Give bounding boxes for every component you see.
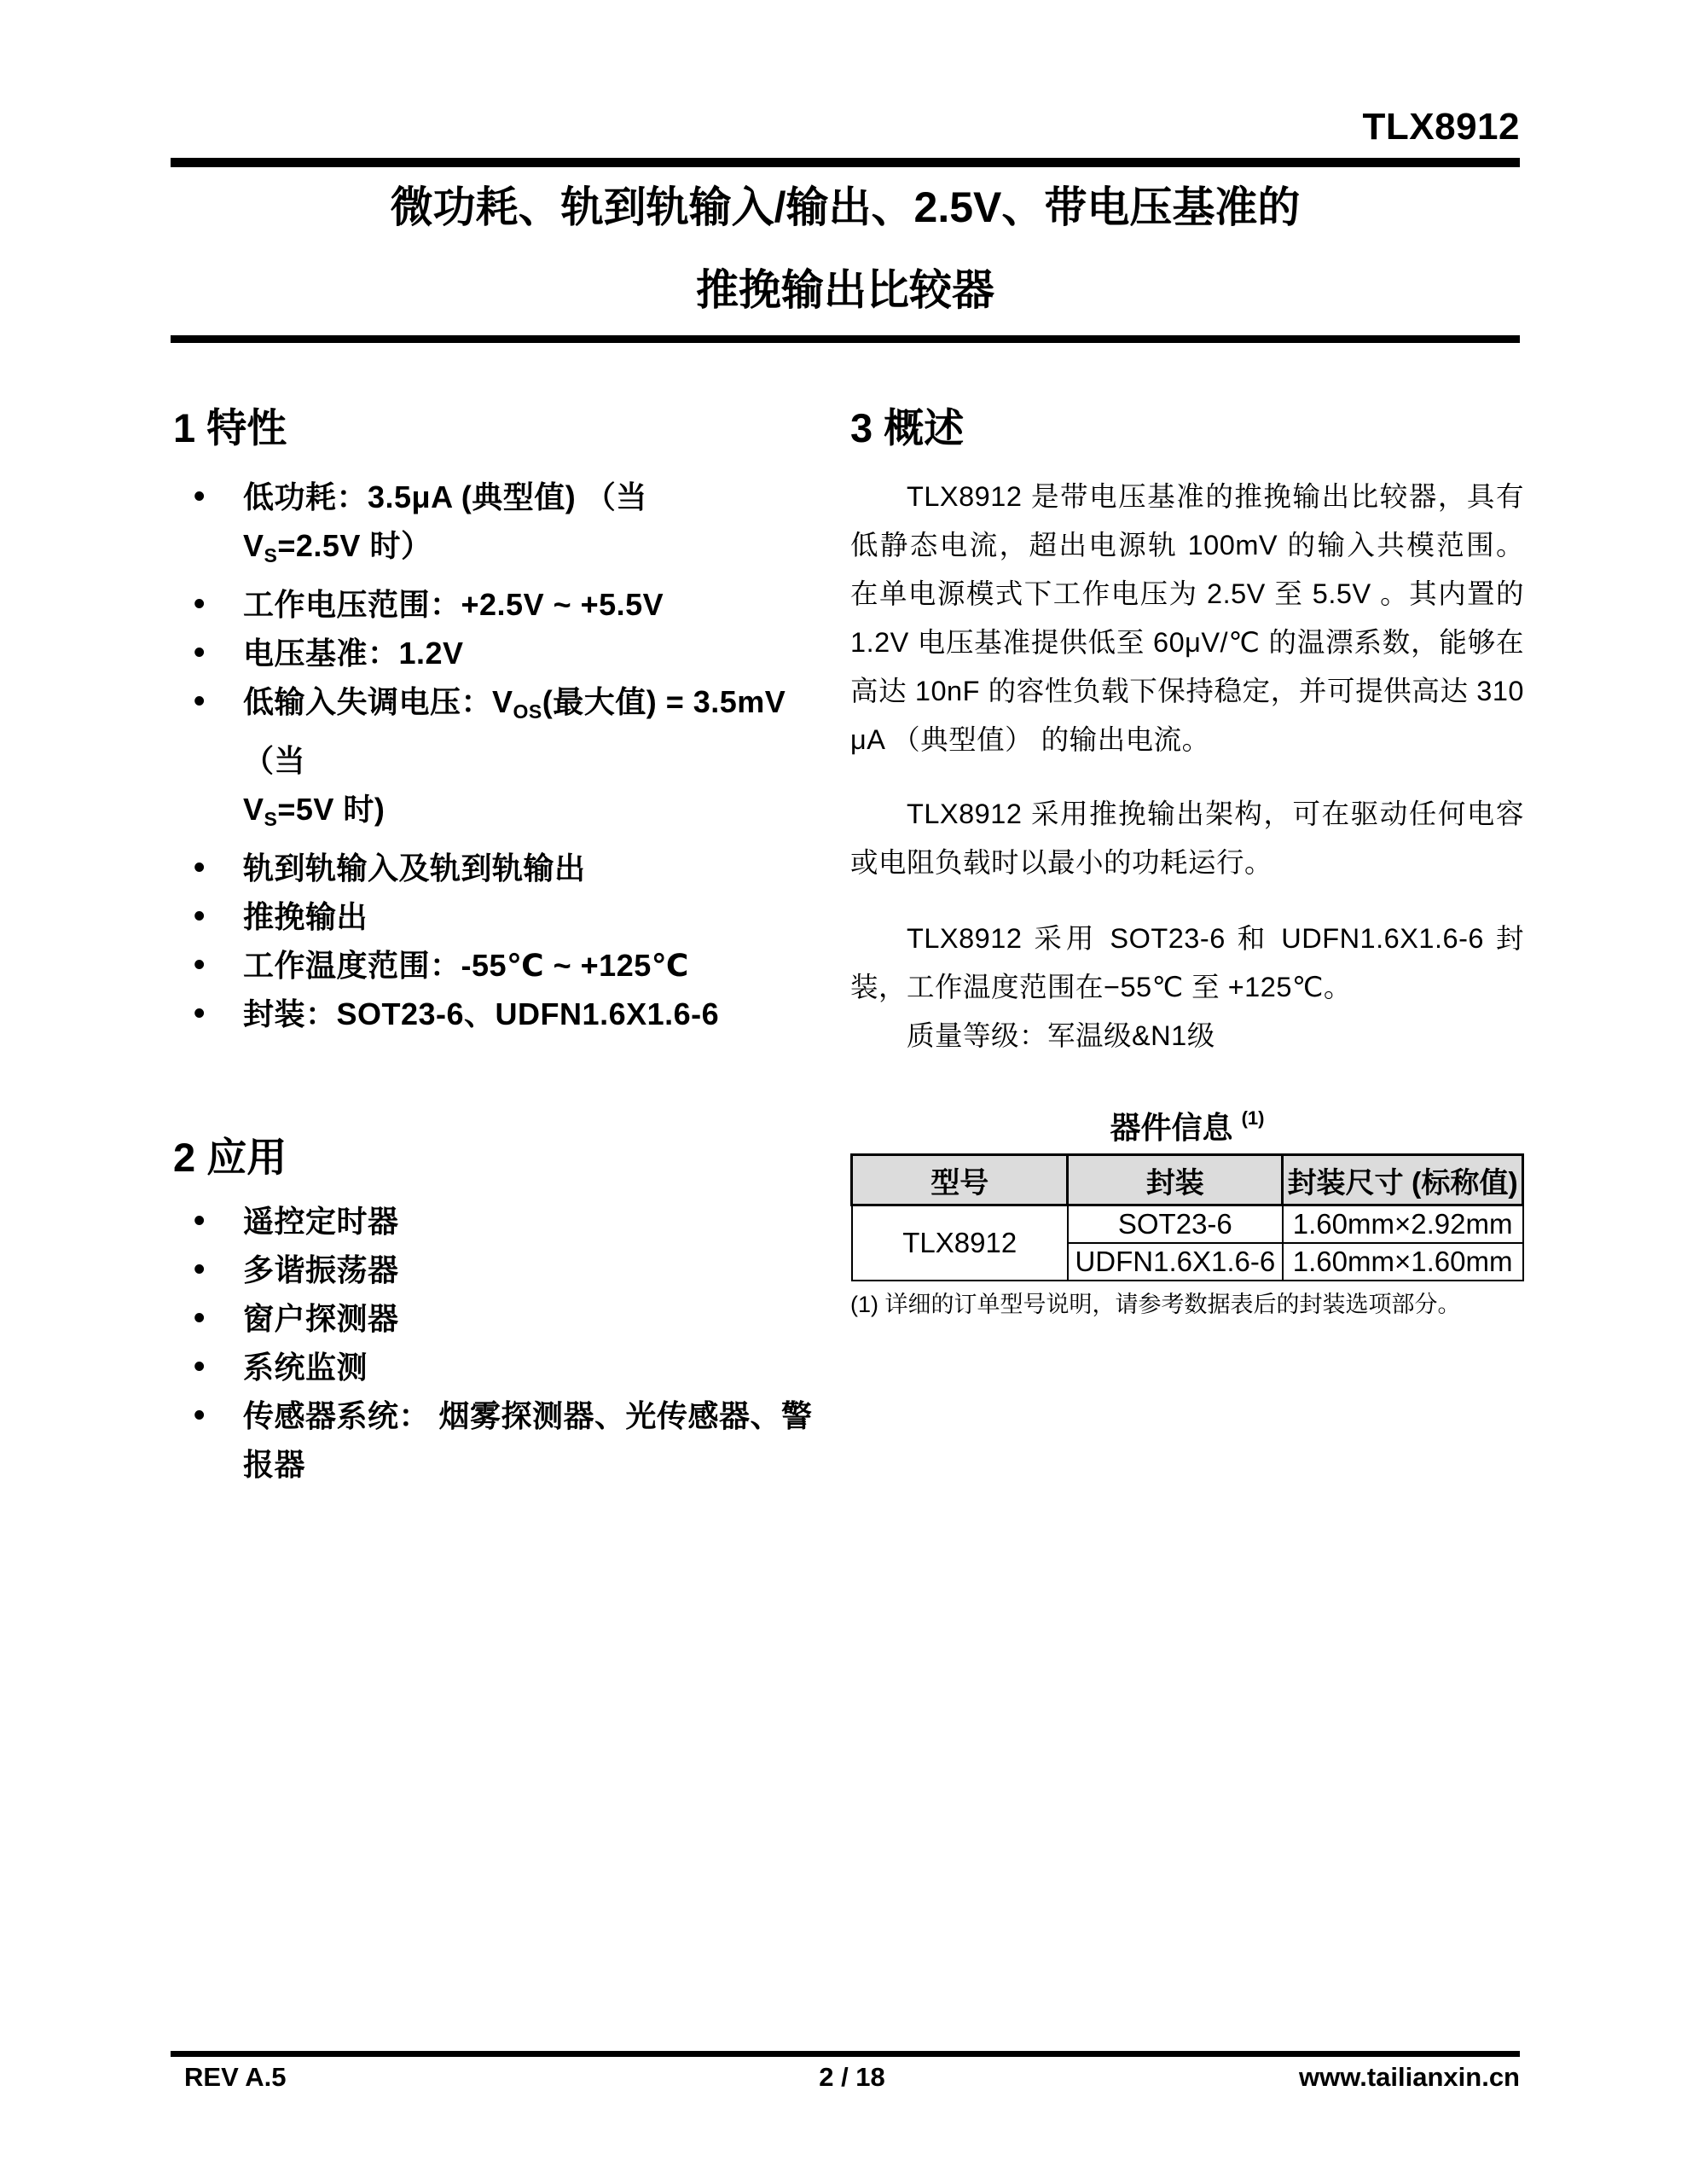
- feature-item-offset: • 低输入失调电压：$V_{OS}$(最大值) = 3.5mV （当 $V_S=5V$ 时): [173, 677, 840, 844]
- device-info-table: [850, 1153, 1524, 1281]
- subscript: OS: [513, 700, 542, 723]
- table-row: [852, 1205, 1523, 1244]
- column-header-package: 封装: [1068, 1155, 1283, 1205]
- features-list: [173, 473, 840, 1038]
- application-item: • 遥控定时器: [173, 1197, 840, 1246]
- overview-quality-grade: 质量等级：军温级&N1级: [907, 1020, 1215, 1051]
- subscript: S: [264, 808, 278, 830]
- application-item: • 传感器系统： 烟雾探测器、光传感器、警报器: [173, 1391, 840, 1489]
- feature-item-rail-to-rail: • 轨到轨输入及轨到轨输出: [173, 844, 840, 892]
- device-info-section: [850, 1100, 1524, 1319]
- footer-revision: REV A.5: [184, 2062, 287, 2092]
- doc-number: TLX8912: [1362, 106, 1520, 148]
- doc-title-line-2: 推挽输出比较器: [696, 266, 994, 314]
- feature-item-supply-range: • 工作电压范围：+2.5V ~ +5.5V: [173, 580, 840, 629]
- feature-item-packages: • 封装：SOT23-6、UDFN1.6X1.6-6: [173, 990, 840, 1038]
- application-item: • 窗户探测器: [173, 1294, 840, 1343]
- header-rule: [171, 158, 1520, 167]
- feature-item-low-power: • 低功耗：3.5μA (典型值) （当 $V_S=2.5V$ 时）: [173, 473, 840, 580]
- left-column: [173, 407, 840, 1489]
- cell-size-sot: 1.60mm×2.92mm: [1283, 1205, 1523, 1244]
- doc-title: [171, 181, 1520, 317]
- subscript: S: [264, 544, 278, 566]
- feature-item-vref: • 电压基准：1.2V: [173, 629, 840, 677]
- feature-item-temp-range: • 工作温度范围：-55℃ ~ +125℃: [173, 941, 840, 990]
- doc-title-line-1: 微功耗、轨到轨输入/输出、2.5V、带电压基准的: [390, 183, 1301, 231]
- section-heading-features: 1 特性: [173, 405, 287, 450]
- right-column: [850, 407, 1524, 1319]
- cell-size-udfn: 1.60mm×1.60mm: [1283, 1243, 1523, 1281]
- table-header-row: [852, 1155, 1523, 1205]
- footnote-marker: (1): [1241, 1107, 1265, 1129]
- applications-list: [173, 1197, 840, 1489]
- feature-item-push-pull: • 推挽输出: [173, 892, 840, 941]
- cell-part-number: TLX8912: [852, 1205, 1068, 1281]
- footer-website-link[interactable]: www.tailianxin.cn: [1299, 2062, 1520, 2092]
- cell-package-udfn: UDFN1.6X1.6-6: [1068, 1243, 1283, 1281]
- footer: [171, 2061, 1520, 2094]
- overview-paragraph-3: TLX8912 采用 SOT23-6 和 UDFN1.6X1.6-6 封装，工作温度范围在−55℃ 至 +125℃。: [850, 923, 1524, 1002]
- overview-paragraph-1: TLX8912 是带电压基准的推挽输出比较器，具有低静态电流，超出电源轨 100mV 的输入共模范围。 在单电源模式下工作电压为 2.5V 至 5.5V 。其内置的 1.2V 电压基准提供低至 60μV/℃ 的温漂系数，能够在高达 10nF 的容性负载下保持稳定，并可提供高达 310 μA （典型值） 的输出电流。: [850, 481, 1524, 755]
- title-bottom-rule: [171, 335, 1520, 343]
- footer-page-number: 2 / 18: [819, 2062, 885, 2092]
- footer-rule: [171, 2051, 1520, 2057]
- column-header-model: 型号: [852, 1155, 1068, 1205]
- device-info-title: 器件信息 $^{(1)}$: [1110, 1107, 1265, 1145]
- section-heading-applications: 2 应用: [173, 1135, 287, 1180]
- column-header-size: 封装尺寸 (标称值): [1283, 1155, 1523, 1205]
- overview-paragraph-2: TLX8912 采用推挽输出架构，可在驱动任何电容或电阻负载时以最小的功耗运行。: [850, 799, 1524, 878]
- section-heading-overview: 3 概述: [850, 405, 965, 450]
- cell-package-sot: SOT23-6: [1068, 1205, 1283, 1244]
- table-footnote: (1) 详细的订单型号说明，请参考数据表后的封装选项部分。: [850, 1292, 1461, 1317]
- application-item: • 系统监测: [173, 1343, 840, 1391]
- application-item: • 多谐振荡器: [173, 1246, 840, 1294]
